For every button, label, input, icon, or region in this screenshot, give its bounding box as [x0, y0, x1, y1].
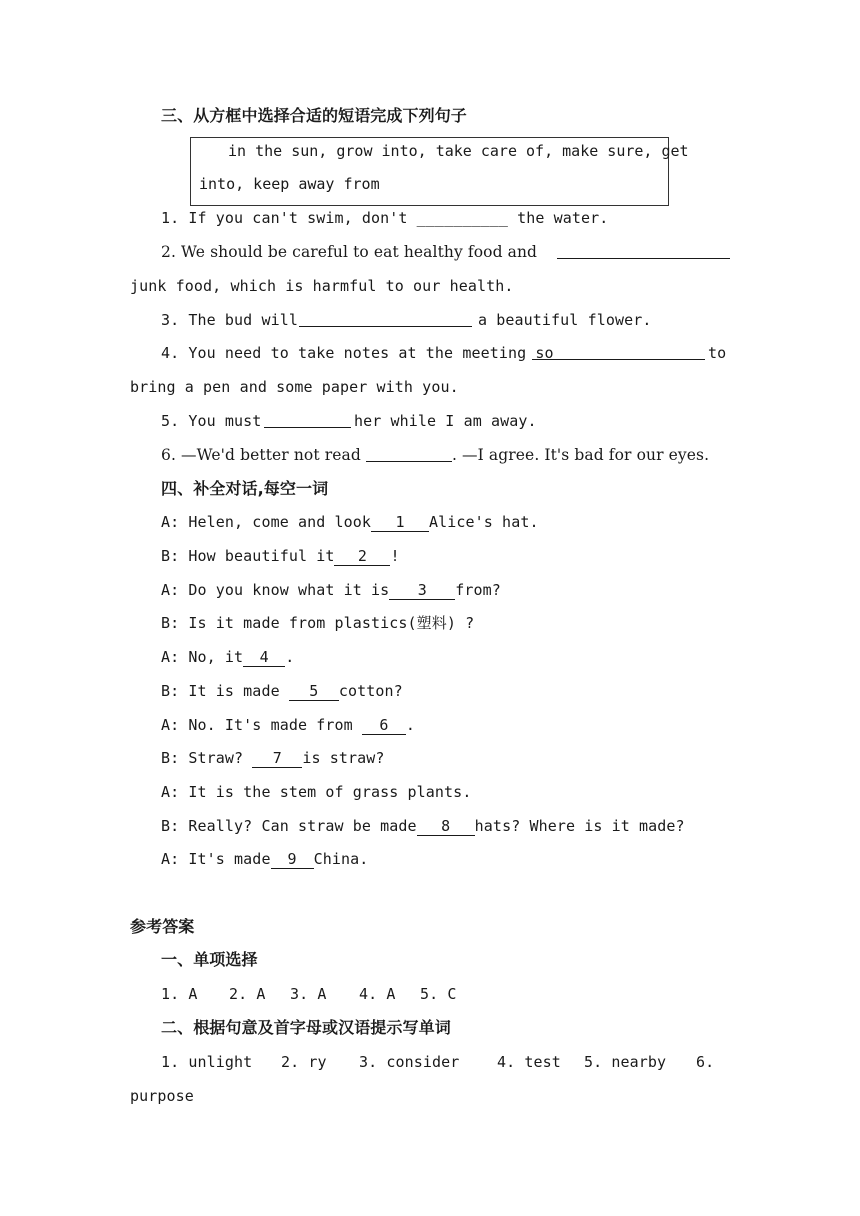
answer-item: 5. nearby: [584, 1053, 667, 1071]
answers-section-2-heading: 二、根据句意及首字母或汉语提示写单词: [161, 1018, 451, 1037]
dialogue-line-11: [161, 849, 368, 869]
dialogue-text: A: It's made: [161, 850, 271, 868]
question-5-after: her while I am away.: [354, 412, 537, 430]
question-6-after: . —I agree. It's bad for our eyes.: [452, 446, 710, 464]
section-heading-4: 四、补全对话,每空一词: [161, 479, 329, 498]
question-1: [161, 208, 608, 228]
question-1-text: 1. If you can't swim, don't: [161, 209, 417, 227]
dialogue-text: hats? Where is it made?: [474, 817, 685, 835]
dialogue-text: B: It is made: [161, 682, 289, 700]
dialogue-blank-4: 4: [243, 648, 285, 667]
answer-item: 6.: [696, 1053, 715, 1071]
answer-item: 5. C: [420, 985, 457, 1003]
dialogue-blank-6: 6: [362, 716, 406, 735]
dialogue-line-7: [161, 715, 415, 735]
dialogue-text: A: No, it: [161, 648, 244, 666]
section-heading-3: 三、从方框中选择合适的短语完成下列句子: [161, 106, 467, 125]
dialogue-text: Alice's hat.: [429, 513, 539, 531]
question-2-continuation: junk food, which is harmful to our health.: [130, 277, 514, 295]
question-2: [161, 242, 537, 262]
dialogue-line-3: [161, 580, 501, 600]
dialogue-blank-5: 5: [289, 682, 339, 701]
question-1-after: the water.: [507, 209, 609, 227]
answers-section-2-continuation: purpose: [130, 1087, 194, 1105]
dialogue-text: is straw?: [302, 749, 385, 767]
answers-section-1-heading: 一、单项选择: [161, 950, 258, 969]
answer-item: 4. test: [497, 1053, 561, 1071]
dialogue-blank-7: 7: [252, 749, 302, 768]
question-3: [161, 310, 298, 330]
answers-title: 参考答案: [130, 917, 195, 936]
dialogue-line-10: [161, 816, 685, 836]
dialogue-text: !: [390, 547, 400, 565]
question-5: [161, 411, 261, 431]
dialogue-line-9: A: It is the stem of grass plants.: [161, 783, 472, 801]
dialogue-text: .: [405, 716, 416, 734]
dialogue-line-6: [161, 681, 403, 701]
answer-item: 2. A: [229, 985, 266, 1003]
dialogue-text: .: [285, 648, 295, 666]
dialogue-line-8: [161, 748, 385, 768]
answer-item: 1. unlight: [161, 1053, 253, 1071]
dialogue-text: A: No. It's made from: [161, 716, 362, 734]
question-1-blank: __________: [416, 209, 508, 227]
question-2-blank: [557, 258, 730, 259]
dialogue-blank-8: 8: [417, 817, 475, 836]
question-4-after: to: [708, 344, 727, 362]
dialogue-text: A: Do you know what it is: [161, 581, 390, 599]
question-4: [161, 343, 554, 363]
dialogue-text: A: Helen, come and look: [161, 513, 372, 531]
question-6-blank: [366, 461, 452, 462]
question-6-text: 6. —We'd better not read: [161, 446, 361, 464]
answer-item: 2. ry: [281, 1053, 327, 1071]
answer-item: 3. consider: [359, 1053, 460, 1071]
dialogue-line-4: B: Is it made from plastics(塑料) ?: [161, 614, 475, 632]
dialogue-line-2: [161, 546, 400, 566]
dialogue-blank-1: 1: [371, 513, 429, 532]
question-3-after: a beautiful flower.: [478, 311, 652, 329]
answer-item: 4. A: [359, 985, 396, 1003]
dialogue-blank-3: 3: [389, 581, 455, 600]
answer-item: 3. A: [290, 985, 327, 1003]
question-3-text: 3. The bud will: [161, 311, 298, 329]
question-5-blank: [264, 427, 351, 428]
question-5-text: 5. You must: [161, 412, 262, 430]
phrase-box: [190, 137, 689, 206]
phrase-box-line-1: in the sun, grow into, take care of, make sure, get: [228, 142, 689, 160]
dialogue-line-5: [161, 647, 294, 667]
dialogue-text: China.: [313, 850, 369, 868]
question-6: [161, 445, 361, 465]
dialogue-blank-2: 2: [334, 547, 390, 566]
dialogue-text: cotton?: [338, 682, 403, 700]
dialogue-blank-9: 9: [271, 850, 314, 869]
question-2-text: 2. We should be careful to eat healthy food and: [161, 243, 538, 261]
dialogue-text: from?: [455, 581, 501, 599]
dialogue-text: B: Straw?: [161, 749, 253, 767]
phrase-box-line-2: into, keep away from: [199, 175, 380, 193]
dialogue-line-1: [161, 512, 539, 532]
dialogue-text: B: Really? Can straw be made: [161, 817, 417, 835]
question-4-blank: [532, 359, 705, 360]
dialogue-text: B: How beautiful it: [161, 547, 335, 565]
question-4-text: 4. You need to take notes at the meeting so: [161, 344, 554, 362]
question-3-blank: [299, 326, 472, 327]
question-4-continuation: bring a pen and some paper with you.: [130, 378, 459, 396]
answer-item: 1. A: [161, 985, 198, 1003]
